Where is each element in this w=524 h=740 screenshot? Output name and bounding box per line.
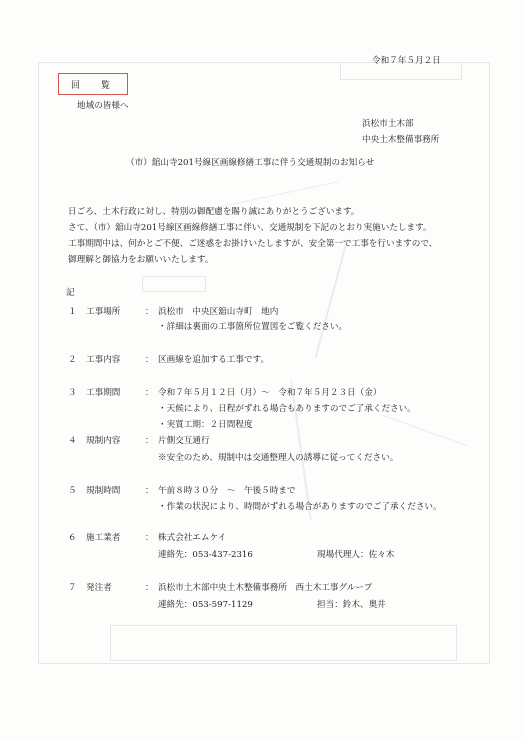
sender-dept: 浜松市土木部 [362,119,414,129]
item-number: ２ [68,355,77,365]
reverse-side-show-through-note [110,625,457,661]
item-colon: ： [145,583,154,593]
reverse-side-show-through-label [142,276,206,292]
item-colon: ： [145,388,154,398]
item-number: １ [68,307,77,317]
item-label-period: 工事期間 [86,388,121,398]
item-value-regulation: 片側交互通行 [158,436,210,446]
item-number: ７ [68,583,77,593]
item-number: ６ [68,533,77,543]
item-number: ４ [68,436,77,446]
item-colon: ： [145,533,154,543]
client-phone: 連絡先：053-597-1129 [158,600,253,610]
item-label-hours: 規制時間 [86,486,121,496]
item-number: ３ [68,388,77,398]
client-contact-person: 担当：鈴木、奥井 [317,600,386,610]
item-label-contractor: 施工業者 [86,533,121,543]
body-line-2: さて、（市）舘山寺201号線区画線修繕工事に伴い、交通規制を下記のとおり実施いたします。 [68,223,432,233]
item-note: ・詳細は裏面の工事箇所位置図をご覧ください。 [158,322,348,332]
item-colon: ： [145,486,154,496]
body-line-3: 工事期間中は、何かとご不便、ご迷惑をお掛けいたしますが、安全第一で工事を行いますので、 [68,239,438,249]
body-line-1: 日ごろ、土木行政に対し、特別の御配慮を賜り誠にありがとうございます。 [68,207,360,217]
item-value-client: 浜松市土木部中央土木整備事務所 西土木工事グループ [158,583,373,593]
ki-marker: 記 [66,288,75,298]
body-line-4: 御理解と御協力をお願いいたします。 [68,255,214,265]
issue-date: 令和７年５月２日 [372,56,441,66]
item-note: ・実質工期：２日間程度 [158,420,253,430]
item-label-content: 工事内容 [86,355,121,365]
item-label-regulation: 規制内容 [86,436,121,446]
item-colon: ： [145,307,154,317]
item-value-location: 浜松市 中央区舘山寺町 地内 [158,307,279,317]
item-number: ５ [68,486,77,496]
contractor-phone: 連絡先：053-437-2316 [158,550,253,560]
item-value-content: 区画線を追加する工事です。 [158,355,270,365]
item-value-hours: 午前８時３０分 ～ 午後５時まで [158,486,296,496]
item-note: ・天候により、日程がずれる場合もありますのでご了承ください。 [158,404,416,414]
item-label-client: 発注者 [86,583,112,593]
sender-office: 中央土木整備事務所 [362,135,440,145]
item-value-period: 令和７年５月１２日（月）～ 令和７年５月２３日（金） [158,388,382,398]
item-note: ・作業の状況により、時間がずれる場合がありますのでご了承ください。 [158,502,442,512]
contractor-site-agent: 現場代理人：佐々木 [317,550,395,560]
addressee: 地域の皆様へ [77,101,129,111]
item-colon: ： [145,436,154,446]
circulation-stamp: 回 覧 [58,73,128,95]
notice-title: （市）舘山寺201号線区画線修繕工事に伴う交通規制のお知らせ [126,158,375,168]
item-label-location: 工事場所 [86,307,121,317]
item-colon: ： [145,355,154,365]
item-note: ※安全のため、規制中は交通整理人の誘導に従ってください。 [158,453,399,463]
item-value-contractor: 株式会社エムケイ [158,533,227,543]
